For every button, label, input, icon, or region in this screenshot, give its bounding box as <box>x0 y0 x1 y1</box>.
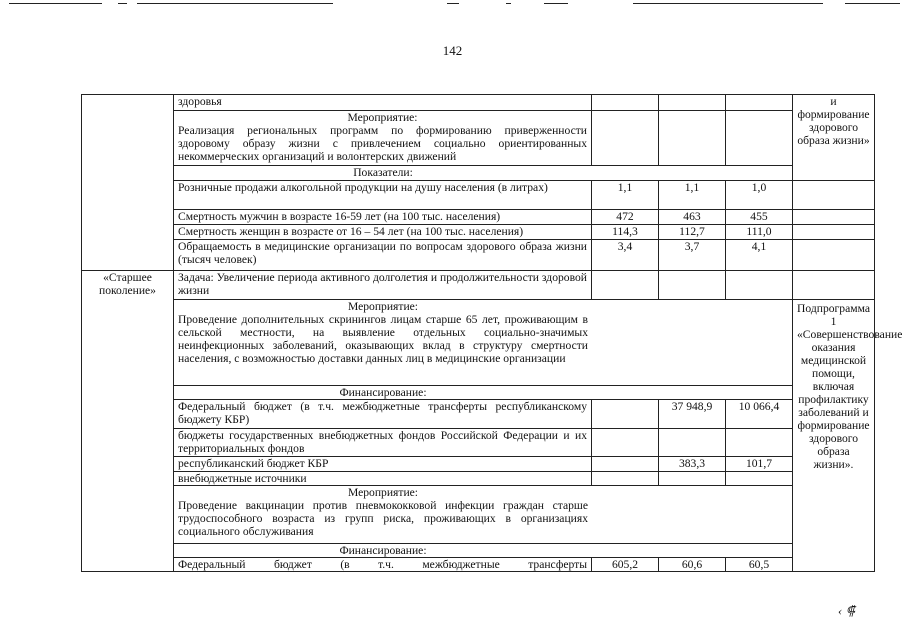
top-line-2 <box>118 3 127 4</box>
table-row <box>82 225 875 240</box>
value-cell: 1,0 <box>726 181 793 210</box>
table-row <box>82 210 875 225</box>
top-line-6 <box>544 3 568 4</box>
section-heading <box>174 166 793 181</box>
row-text: здоровья <box>174 95 592 111</box>
value-cell: 10 066,4 <box>726 400 793 429</box>
value-cell: 383,3 <box>659 457 726 472</box>
value-cell: 1,1 <box>659 181 726 210</box>
section-heading <box>174 544 793 558</box>
value-cell <box>659 111 726 166</box>
row-text: Проведение дополнительных скринингов лицам старше 65 лет, проживающим в сельской местности, на выявление отдельных социально-значимых неинфекционных заболеваний, оказывающих вклад в структуру смертности населения, с возможностью доставки данных лиц в медицинские организации <box>178 313 588 365</box>
row-text: внебюджетные источники <box>174 472 592 486</box>
note-empty <box>793 240 875 271</box>
value-cell: 60,5 <box>726 558 793 572</box>
top-line-4 <box>447 3 459 4</box>
heading-text: Финансирование: <box>339 544 427 557</box>
value-cell <box>659 472 726 486</box>
table-row <box>82 486 875 544</box>
table-row <box>82 271 875 300</box>
note-empty <box>793 271 875 300</box>
page-number: 142 <box>442 43 463 58</box>
table-row <box>82 544 875 558</box>
table-row <box>82 166 875 181</box>
value-cell <box>726 429 793 457</box>
table-row <box>82 400 875 429</box>
value-cell <box>659 271 726 300</box>
row-text: Смертность женщин в возрасте от 16 – 54 лет (на 100 тыс. населения) <box>174 225 592 240</box>
row-text: Проведение вакцинации против пневмококковой инфекции граждан старше трудоспособного возраста из групп риска, проживающих в организациях социального обслуживания <box>178 499 588 538</box>
top-line-1 <box>9 3 102 4</box>
row-text: бюджеты государственных внебюджетных фондов Российской Федерации и их территориальных фондов <box>174 429 592 457</box>
table-row <box>82 181 875 210</box>
value-cell: 114,3 <box>592 225 659 240</box>
program-table <box>81 94 903 572</box>
note-cell-2: Подпрограмма 1 «Совершенствование оказания медицинской помощи, включая профилактику заболеваний и формирование здорового образа жизни». <box>793 300 875 572</box>
row-text <box>174 558 592 572</box>
value-cell <box>592 271 659 300</box>
row-heading: Мероприятие: <box>347 111 418 124</box>
row-text: республиканский бюджет КБР <box>174 457 592 472</box>
value-cell: 463 <box>659 210 726 225</box>
value-cell <box>592 429 659 457</box>
value-cell <box>592 457 659 472</box>
table-row <box>82 472 875 486</box>
row-text: Реализация региональных программ по формированию приверженности здоровому образу жизни с привлечением социально ориентированных некоммерческих организаций и волонтерских движений <box>178 124 587 163</box>
value-cell: 1,1 <box>592 181 659 210</box>
value-cell: 60,6 <box>659 558 726 572</box>
value-cell: 37 948,9 <box>659 400 726 429</box>
value-cell: 3,4 <box>592 240 659 271</box>
value-cell <box>592 111 659 166</box>
note-cell-1: и формирование здорового образа жизни» <box>793 95 875 181</box>
section-heading <box>174 386 793 400</box>
value-cell: 4,1 <box>726 240 793 271</box>
row-cell <box>174 300 793 386</box>
value-cell: 455 <box>726 210 793 225</box>
top-line-5 <box>506 3 511 4</box>
corner-marks: ‹ ⸿ <box>838 603 855 618</box>
value-cell: 101,7 <box>726 457 793 472</box>
row-text-line: Федеральный бюджет (в т.ч. межбюджетные трансферты <box>178 558 587 571</box>
note-empty <box>793 181 875 210</box>
heading-text: Финансирование: <box>339 386 427 399</box>
table-row <box>82 386 875 400</box>
table-row <box>82 300 875 386</box>
value-cell <box>592 400 659 429</box>
value-cell <box>726 95 793 111</box>
value-cell <box>726 271 793 300</box>
row-cell <box>174 486 793 544</box>
row-heading: Мероприятие: <box>347 300 419 313</box>
category-cell-2: «Старшее поколение» <box>82 271 174 572</box>
table-row <box>82 240 875 271</box>
table-row <box>82 558 875 572</box>
row-text: Федеральный бюджет (в т.ч. межбюджетные трансферты республиканскому бюджету КБР) <box>174 400 592 429</box>
value-cell: 111,0 <box>726 225 793 240</box>
table-row <box>82 111 875 166</box>
table-row <box>82 457 875 472</box>
row-text: Обращаемость в медицинские организации по вопросам здорового образа жизни (тысяч человек) <box>174 240 592 271</box>
top-line-8 <box>845 3 900 4</box>
value-cell: 112,7 <box>659 225 726 240</box>
value-cell: 472 <box>592 210 659 225</box>
row-cell <box>174 111 592 166</box>
value-cell <box>592 95 659 111</box>
value-cell <box>592 472 659 486</box>
note-empty <box>793 210 875 225</box>
row-text: Смертность мужчин в возрасте 16-59 лет (на 100 тыс. населения) <box>174 210 592 225</box>
heading-text: Показатели: <box>353 166 413 179</box>
value-cell: 3,7 <box>659 240 726 271</box>
note-empty <box>793 225 875 240</box>
value-cell <box>659 429 726 457</box>
top-line-3 <box>137 3 333 4</box>
category-cell-1 <box>82 95 174 271</box>
table-row <box>82 429 875 457</box>
value-cell <box>659 95 726 111</box>
top-line-7 <box>633 3 823 4</box>
row-text: Задача: Увеличение периода активного долголетия и продолжительности здоровой жизни <box>174 271 592 300</box>
value-cell <box>726 111 793 166</box>
value-cell: 605,2 <box>592 558 659 572</box>
table-row <box>82 95 875 111</box>
row-heading: Мероприятие: <box>347 486 419 499</box>
value-cell <box>726 472 793 486</box>
row-text: Розничные продажи алкогольной продукции на душу населения (в литрах) <box>174 181 592 210</box>
